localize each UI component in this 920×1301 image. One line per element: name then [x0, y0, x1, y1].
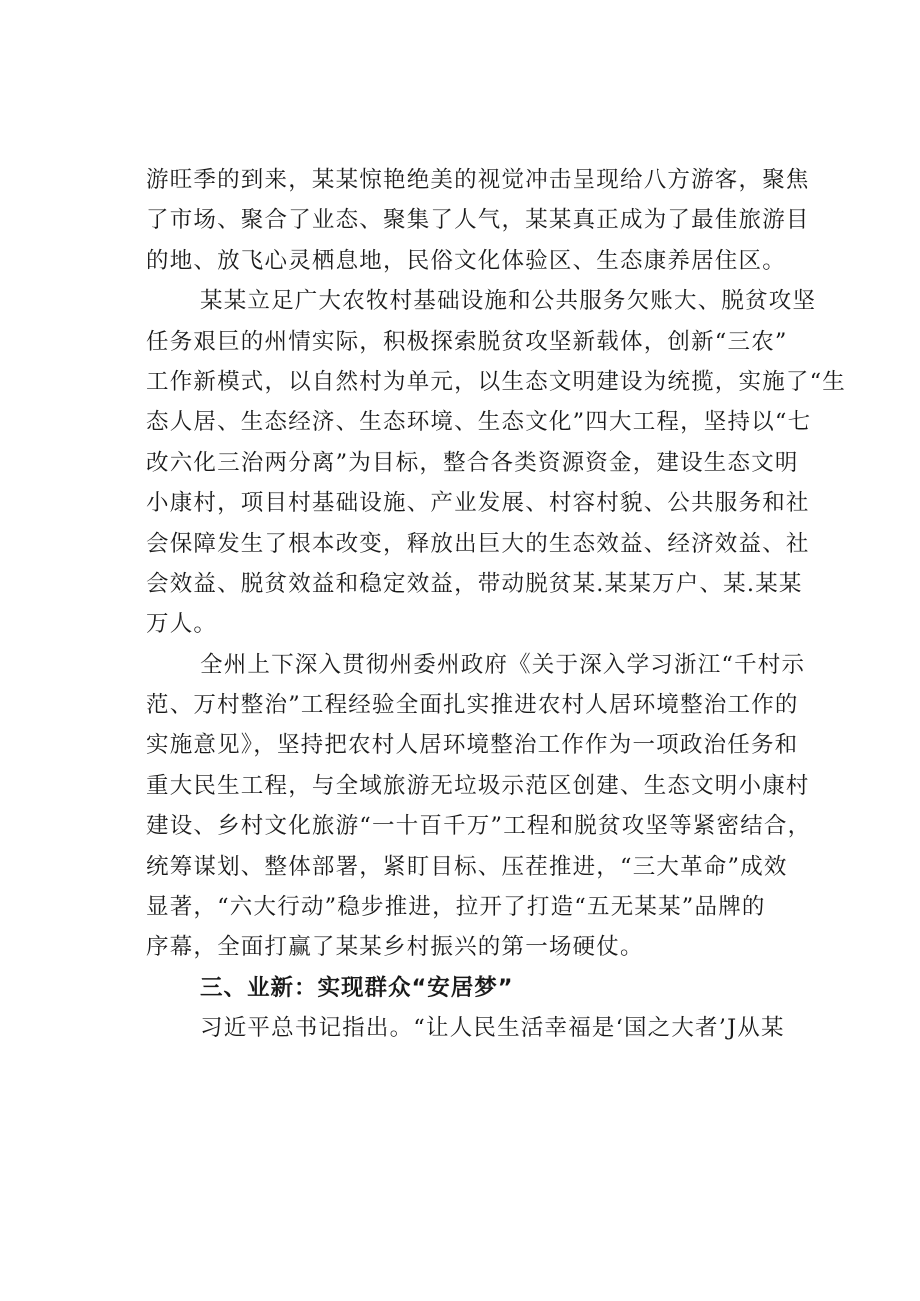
text-line: 小康村，项目村基础设施、产业发展、村容村貌、公共服务和社 — [146, 490, 810, 517]
text-line: 建设、乡村文化旅游“一十百千万”工程和脱贫攻坚等紧密结合， — [146, 813, 812, 840]
text-line: 态人居、生态经济、生态环境、生态文化”四大工程，坚持以“七 — [146, 409, 812, 436]
text-line: 改六化三治两分离”为目标，整合各类资源资金，建设生态文明 — [146, 449, 799, 476]
paragraph-ecological-villages — [146, 281, 847, 645]
section-heading: 三、业新：实现群众“安居梦” — [200, 974, 514, 1001]
text-line: 统筹谋划、整体部署，紧盯目标、压茬推进，“三大革命”成效 — [146, 853, 788, 880]
text-line: 重大民生工程，与全域旅游无垃圾示范区创建、生态文明小康村 — [146, 772, 810, 799]
paragraph-quote-start: 习近平总书记指出。“让人民生活幸福是‘国之大者’J从某 — [200, 1015, 785, 1042]
paragraph-environment-renovation — [146, 645, 812, 968]
text-line: 会保障发生了根本改变，释放出巨大的生态效益、经济效益、社 — [146, 530, 810, 557]
text-line: 游旺季的到来，某某惊艳绝美的视觉冲击呈现给八方游客，聚焦 — [146, 167, 810, 193]
paragraph-tourism — [146, 160, 810, 281]
text-line: 工作新模式，以自然村为单元，以生态文明建设为统揽，实施了“生 — [146, 368, 847, 395]
text-line: 实施意见》，坚持把农村人居环境整治工作作为一项政治任务和 — [146, 732, 799, 759]
text-line: 某某立足广大农牧村基础设施和公共服务欠账大、脱贫攻坚 — [200, 288, 817, 315]
text-line: 任务艰巨的州情实际，积极探索脱贫攻坚新载体，创新“三农” — [146, 328, 788, 355]
text-line: 序幕，全面打赢了某某乡村振兴的第一场硬仗。 — [146, 934, 644, 961]
document-body — [146, 160, 847, 1049]
text-line: 显著，“六大行动”稳步推进，拉开了打造“五无某某”品牌的 — [146, 894, 766, 921]
text-line: 的地、放飞心灵栖息地，民俗文化体验区、生态康养居住区。 — [146, 247, 786, 274]
text-line: 全州上下深入贯彻州委州政府《关于深入学习浙江“千村示 — [200, 651, 806, 678]
text-line: 范、万村整治”工程经验全面扎实推进农村人居环境整治工作的 — [146, 692, 799, 719]
text-line: 万人。 — [146, 611, 218, 638]
text-line: 会效益、脱贫效益和稳定效益，带动脱贫某.某某万户、某.某某 — [146, 570, 803, 597]
text-line: 了市场、聚合了业态、聚集了人气，某某真正成为了最佳旅游目 — [146, 207, 810, 234]
